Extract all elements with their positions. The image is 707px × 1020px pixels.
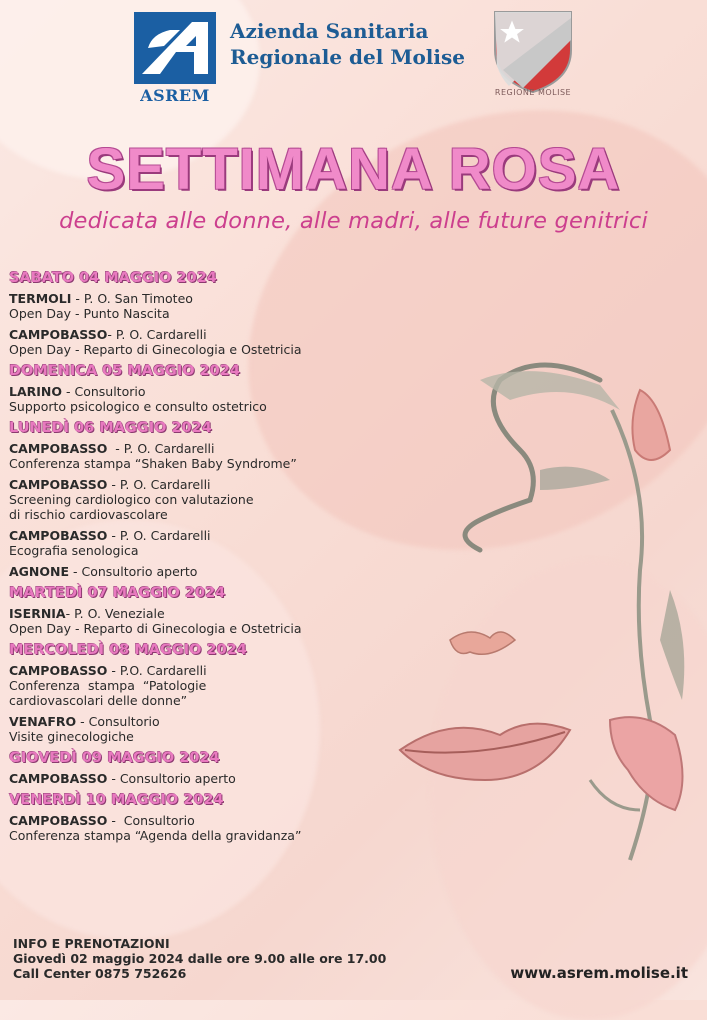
- day-section: [9, 270, 429, 357]
- event-venue: - P. O. Cardarelli: [107, 327, 207, 342]
- event-item: [9, 528, 429, 558]
- event-description: di rischio cardiovascolare: [9, 507, 168, 522]
- event-item: [9, 771, 429, 786]
- event-item: [9, 291, 429, 321]
- organization-name: [230, 18, 465, 70]
- event-venue: - Consultorio: [107, 813, 195, 828]
- event-item: [9, 606, 429, 636]
- day-title: SABATO 04 MAGGIO 2024: [9, 270, 217, 286]
- event-item: [9, 441, 429, 471]
- asrem-logo: [134, 12, 216, 104]
- event-location-line: [9, 327, 429, 342]
- event-description: cardiovascolari delle donne”: [9, 693, 188, 708]
- event-item: [9, 327, 429, 357]
- event-location-line: [9, 813, 429, 828]
- event-location-line: [9, 771, 429, 786]
- day-section: [9, 585, 429, 636]
- event-place: CAMPOBASSO: [9, 663, 108, 678]
- event-place: ISERNIA: [9, 606, 66, 621]
- event-description: Conferenza stampa “Agenda della gravidanza”: [9, 828, 302, 843]
- event-description: Open Day - Punto Nascita: [9, 306, 170, 321]
- event-location-line: [9, 663, 429, 678]
- event-venue: - P. O. Veneziale: [65, 606, 165, 621]
- day-title: VENERDÌ 10 MAGGIO 2024: [9, 792, 224, 808]
- event-venue: - Consultorio: [62, 384, 146, 399]
- day-section: [9, 750, 429, 786]
- event-location-line: [9, 291, 429, 306]
- day-title: LUNEDÌ 06 MAGGIO 2024: [9, 420, 212, 436]
- event-description: Screening cardiologico con valutazione: [9, 492, 254, 507]
- event-description: Visite ginecologiche: [9, 729, 134, 744]
- event-item: [9, 813, 429, 843]
- event-place: AGNONE: [9, 564, 70, 579]
- info-title: INFO E PRENOTAZIONI: [13, 936, 170, 951]
- event-item: [9, 663, 429, 708]
- leaf-shape: [540, 467, 610, 490]
- stem-line: [590, 780, 640, 810]
- info-section: [13, 936, 386, 981]
- event-venue: - P. O. Cardarelli: [107, 528, 211, 543]
- organization-name-line1: Azienda Sanitaria: [230, 19, 429, 43]
- event-place: CAMPOBASSO: [9, 813, 108, 828]
- event-place: CAMPOBASSO: [9, 441, 108, 456]
- event-description: Open Day - Reparto di Ginecologia e Ostetricia: [9, 621, 302, 636]
- event-venue: - P.O. Cardarelli: [107, 663, 207, 678]
- day-title: DOMENICA 05 MAGGIO 2024: [9, 363, 240, 379]
- page-title: SETTIMANA ROSA: [86, 137, 621, 202]
- event-venue: - P. O. Cardarelli: [107, 441, 215, 456]
- event-program: [9, 270, 429, 849]
- butterfly-shape: [450, 632, 515, 654]
- leaf-shape: [660, 590, 684, 700]
- event-location-line: [9, 384, 429, 399]
- info-call-center: Call Center 0875 752626: [13, 966, 187, 981]
- event-place: CAMPOBASSO: [9, 327, 108, 342]
- event-item: [9, 477, 429, 522]
- flower-face-illustration: [390, 340, 700, 880]
- event-location-line: [9, 441, 429, 456]
- event-location-line: [9, 528, 429, 543]
- event-description: Open Day - Reparto di Ginecologia e Ostetricia: [9, 342, 302, 357]
- event-place: CAMPOBASSO: [9, 477, 108, 492]
- day-section: [9, 792, 429, 843]
- event-location-line: [9, 714, 429, 729]
- flower-bud: [632, 390, 670, 460]
- day-section: [9, 420, 429, 579]
- event-place: CAMPOBASSO: [9, 771, 108, 786]
- event-item: [9, 564, 429, 579]
- regione-molise-logo: [493, 10, 573, 102]
- event-place: VENAFRO: [9, 714, 77, 729]
- event-place: TERMOLI: [9, 291, 72, 306]
- event-place: LARINO: [9, 384, 63, 399]
- event-location-line: [9, 606, 429, 621]
- event-venue: - Consultorio: [76, 714, 160, 729]
- event-place: CAMPOBASSO: [9, 528, 108, 543]
- region-caption: REGIONE MOLISE: [494, 88, 572, 97]
- asrem-caption: ASREM: [140, 86, 210, 105]
- event-venue: - Consultorio aperto: [107, 771, 236, 786]
- event-venue: - P. O. San Timoteo: [71, 291, 193, 306]
- event-description: Conferenza stampa “Shaken Baby Syndrome”: [9, 456, 297, 471]
- event-item: [9, 714, 429, 744]
- website-link[interactable]: www.asrem.molise.it: [510, 964, 688, 982]
- regione-molise-crest-icon: [493, 10, 573, 94]
- event-location-line: [9, 477, 429, 492]
- organization-name-line2: Regionale del Molise: [230, 45, 465, 69]
- day-section: [9, 363, 429, 414]
- event-location-line: [9, 564, 429, 579]
- event-description: Ecografia senologica: [9, 543, 139, 558]
- info-hours: Giovedì 02 maggio 2024 dalle ore 9.00 alle ore 17.00: [13, 951, 387, 966]
- event-venue: - Consultorio aperto: [69, 564, 198, 579]
- day-section: [9, 642, 429, 744]
- day-title: MARTEDÌ 07 MAGGIO 2024: [9, 585, 226, 601]
- event-item: [9, 384, 429, 414]
- day-title: GIOVEDÌ 09 MAGGIO 2024: [9, 750, 220, 766]
- asrem-logo-mark: [134, 12, 216, 84]
- event-description: Supporto psicologico e consulto ostetrico: [9, 399, 267, 414]
- page-subtitle: dedicata alle donne, alle madri, alle future genitrici: [59, 208, 648, 234]
- day-title: MERCOLEDÌ 08 MAGGIO 2024: [9, 642, 247, 658]
- event-description: Conferenza stampa “Patologie: [9, 678, 207, 693]
- event-venue: - P. O. Cardarelli: [107, 477, 211, 492]
